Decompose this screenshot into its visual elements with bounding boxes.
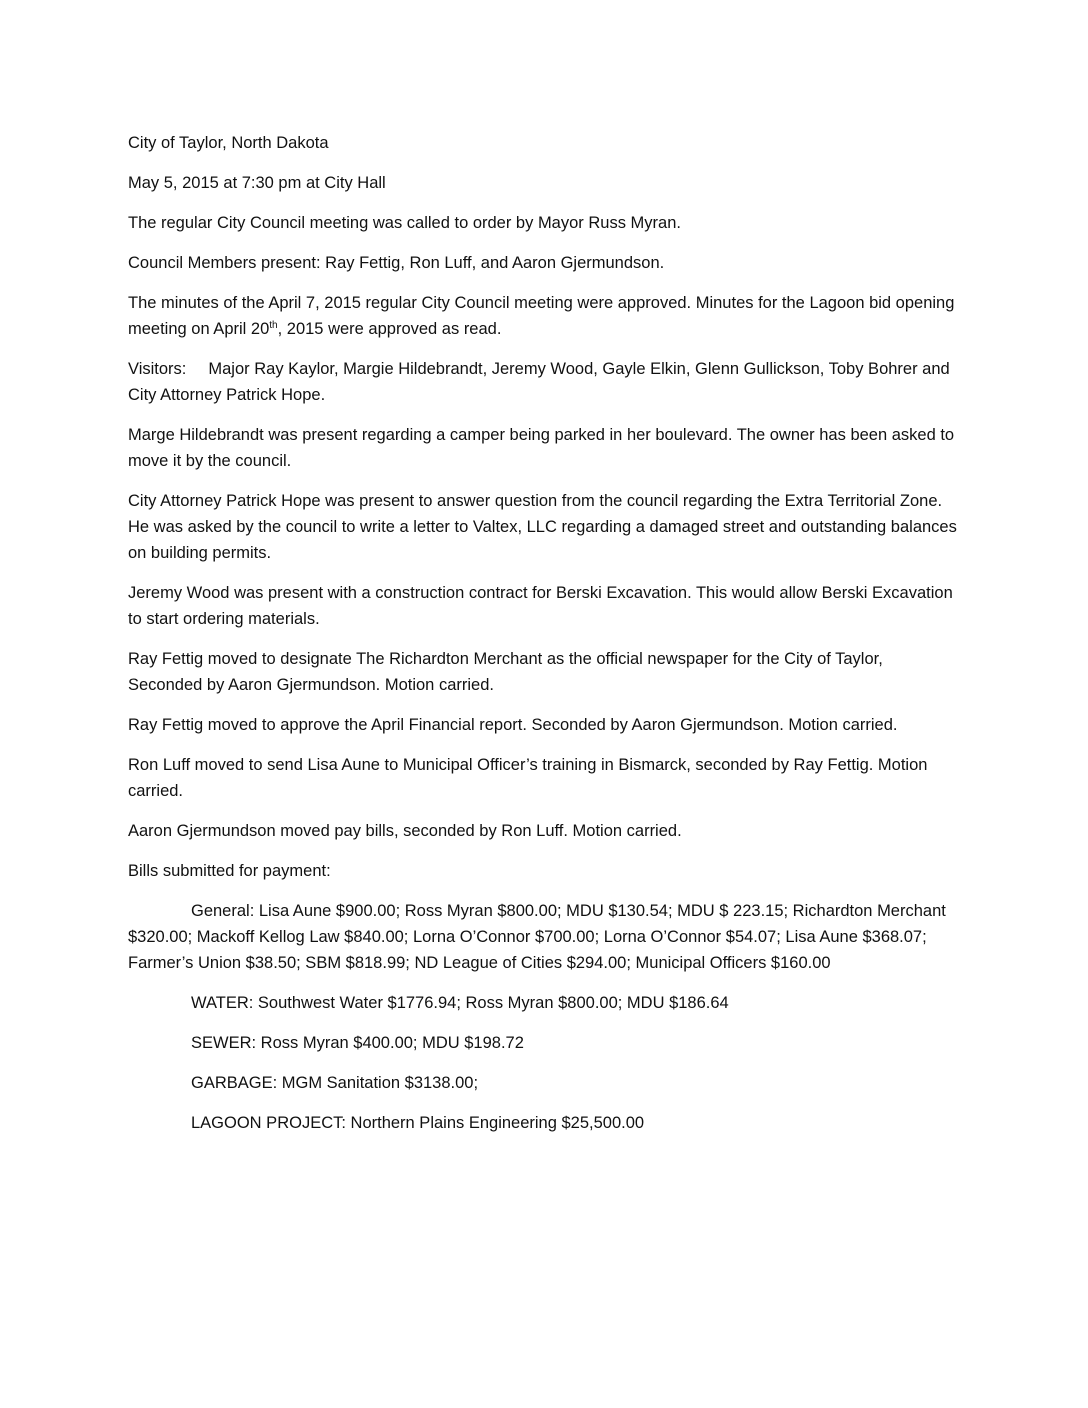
- paragraph-wood: Jeremy Wood was present with a construction contract for Berski Excavation. This would allow Berski Excavation to start ordering materials.: [128, 584, 953, 628]
- visitors-label: Visitors:: [128, 360, 187, 378]
- bills-sewer: SEWER: Ross Myran $400.00; MDU $198.72: [191, 1034, 524, 1052]
- bills-garbage: GARBAGE: MGM Sanitation $3138.00;: [191, 1074, 479, 1092]
- minutes-approval: [128, 290, 960, 342]
- motion-newspaper: Ray Fettig moved to designate The Richardton Merchant as the official newspaper for the City of Taylor, Seconded by Aaron Gjermundson. Motion carried.: [128, 650, 883, 694]
- visitors: [128, 356, 960, 408]
- motion-training: Ron Luff moved to send Lisa Aune to Municipal Officer’s training in Bismarck, seconded by Ray Fettig. Motion carried.: [128, 756, 928, 800]
- minutes-superscript: th: [269, 320, 278, 331]
- bills-heading: Bills submitted for payment:: [128, 862, 331, 880]
- motion-bills: Aaron Gjermundson moved pay bills, seconded by Ron Luff. Motion carried.: [128, 822, 682, 840]
- header-city: City of Taylor, North Dakota: [128, 134, 329, 152]
- bills-water: WATER: Southwest Water $1776.94; Ross Myran $800.00; MDU $186.64: [191, 994, 729, 1012]
- minutes-text-2: , 2015 were approved as read.: [277, 320, 502, 338]
- minutes-text-1: The minutes of the April 7, 2015 regular City Council meeting were approved. Minutes for the Lagoon bid opening meeting on April 20: [128, 294, 955, 338]
- header-date: May 5, 2015 at 7:30 pm at City Hall: [128, 174, 386, 192]
- motion-financial: Ray Fettig moved to approve the April Financial report. Seconded by Aaron Gjermundson. Motion carried.: [128, 716, 898, 734]
- minutes-body: [128, 130, 960, 1150]
- bills-general: General: Lisa Aune $900.00; Ross Myran $800.00; MDU $130.54; MDU $ 223.15; Richardton Merchant $320.00; Mackoff Kellog Law $840.00; Lorna O’Connor $700.00; Lorna O’Connor $54.07; Lisa Aune $368.07; Farmer’s Union $38.50; SBM $818.99; ND League of Cities $294.00; Municipal Officers $160.00: [128, 902, 946, 972]
- visitors-list: Major Ray Kaylor, Margie Hildebrandt, Jeremy Wood, Gayle Elkin, Glenn Gullickson, Toby Bohrer and City Attorney Patrick Hope.: [128, 360, 950, 404]
- paragraph-hildebrandt: Marge Hildebrandt was present regarding a camper being parked in her boulevard. The owner has been asked to move it by the council.: [128, 426, 955, 470]
- bills-lagoon: LAGOON PROJECT: Northern Plains Engineering $25,500.00: [191, 1114, 645, 1132]
- call-to-order: The regular City Council meeting was called to order by Mayor Russ Myran.: [128, 214, 681, 232]
- paragraph-attorney: City Attorney Patrick Hope was present to answer question from the council regarding the Extra Territorial Zone. He was asked by the council to write a letter to Valtex, LLC regarding a damaged street and outstanding balances on building permits.: [128, 492, 957, 562]
- members-present: Council Members present: Ray Fettig, Ron Luff, and Aaron Gjermundson.: [128, 254, 665, 272]
